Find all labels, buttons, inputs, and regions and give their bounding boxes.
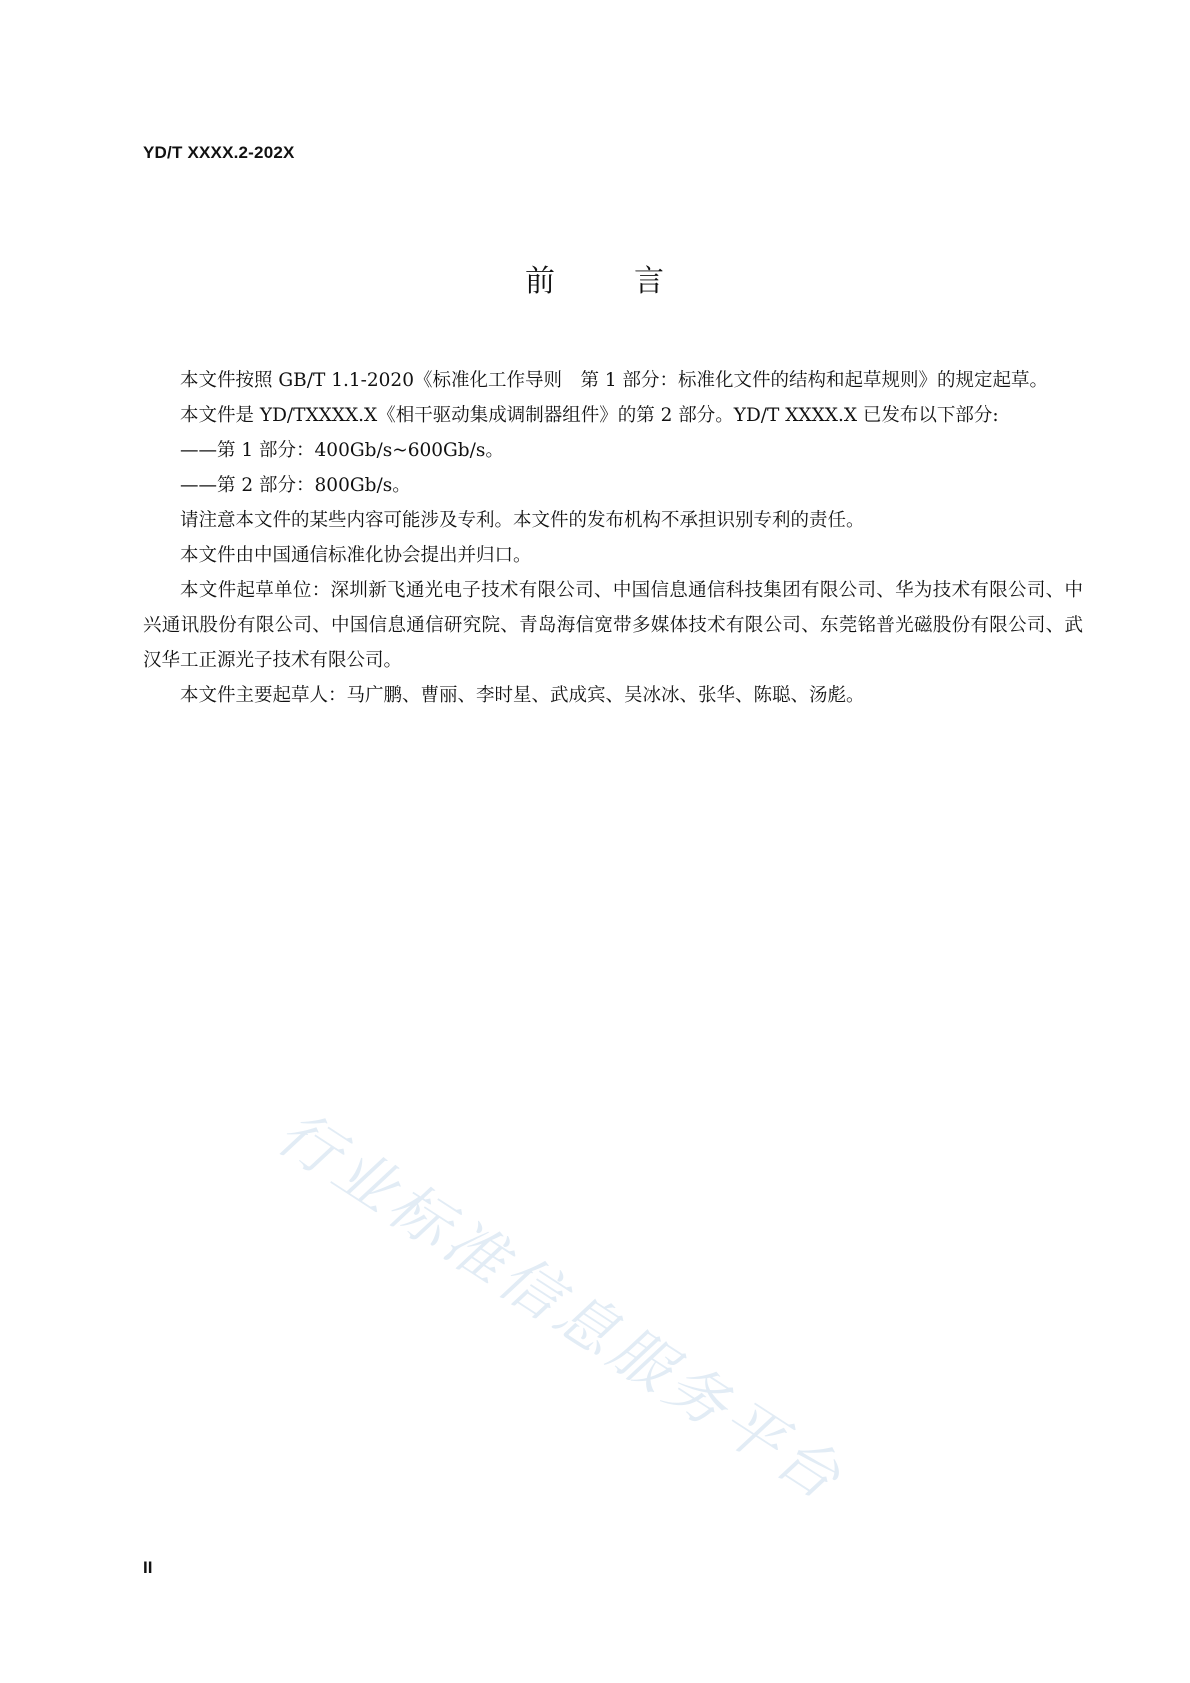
paragraph-drafting-rules: 本文件按照 GB/T 1.1-2020《标准化工作导则 第 1 部分：标准化文件的结构和起草规则》的规定起草。 xyxy=(180,370,1048,391)
list-item-part-1: ——第 1 部分：400Gb/s~600Gb/s。 xyxy=(180,440,504,461)
foreword-body xyxy=(143,363,1083,713)
watermark-text: 行业标准信息服务平台 xyxy=(264,1097,857,1517)
list-item-part-2: ——第 2 部分：800Gb/s。 xyxy=(180,475,411,496)
paragraph-drafting-units: 本文件起草单位：深圳新飞通光电子技术有限公司、中国信息通信科技集团有限公司、华为技术有限公司、中兴通讯股份有限公司、中国信息通信研究院、青岛海信宽带多媒体技术有限公司、东莞铭普光磁股份有限公司、武汉华工正源光子技术有限公司。 xyxy=(143,580,1083,671)
paragraph-drafters: 本文件主要起草人：马广鹏、曹丽、李时星、武成宾、吴冰冰、张华、陈聪、汤彪。 xyxy=(180,685,865,706)
page-number: II xyxy=(143,1558,153,1577)
title-char-2: 言 xyxy=(634,264,665,299)
page-title xyxy=(0,256,1190,300)
paragraph-patent-notice: 请注意本文件的某些内容可能涉及专利。本文件的发布机构不承担识别专利的责任。 xyxy=(180,510,865,531)
paragraph-proposer: 本文件由中国通信标准化协会提出并归口。 xyxy=(180,545,532,566)
paragraph-part-info: 本文件是 YD/TXXXX.X《相干驱动集成调制器组件》的第 2 部分。YD/T XXXX.X 已发布以下部分: xyxy=(180,405,999,426)
title-char-1: 前 xyxy=(525,264,556,299)
document-code: YD/T XXXX.2-202X xyxy=(143,143,295,162)
